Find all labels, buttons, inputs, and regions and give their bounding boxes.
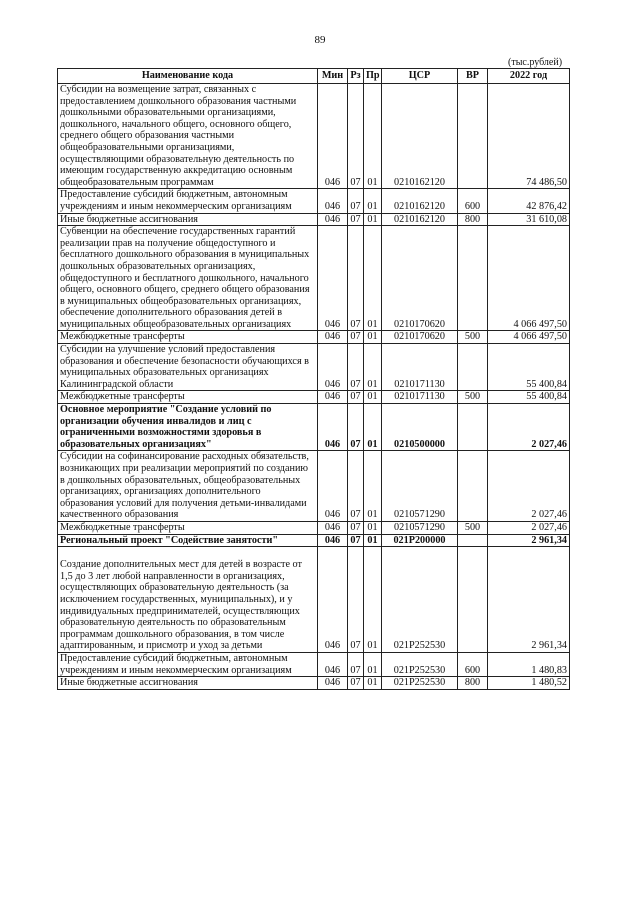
cell-rz: 07 <box>348 391 364 404</box>
cell-pr: 01 <box>364 652 382 676</box>
cell-rz: 07 <box>348 189 364 213</box>
col-header-pr: Пр <box>364 69 382 84</box>
cell-name: Субсидии на возмещение затрат, связанных с предоставлением дошкольного образования частными дошкольными образовательными организациями, дошкольного, начального общего, основного общего, среднего общего образования частными общеобразовательными организациями, осуществляющими образовательную деятельность по имеющим государственную аккредитацию основным общеобразовательным программам <box>58 84 318 189</box>
table-body <box>58 84 570 690</box>
cell-vr <box>458 547 488 653</box>
cell-vr: 500 <box>458 521 488 534</box>
table-row <box>58 521 570 534</box>
cell-pr: 01 <box>364 213 382 226</box>
cell-rz: 07 <box>348 344 364 391</box>
cell-amount: 2 027,46 <box>488 451 570 522</box>
cell-amount: 1 480,83 <box>488 652 570 676</box>
cell-name: Субсидии на софинансирование расходных обязательств, возникающих при реализации мероприятий по созданию в дошкольных образовательных, общеобразовательных организациях, организациях дополнительного образования условий для получения детьми-инвалидами качественного образования <box>58 451 318 522</box>
cell-vr <box>458 84 488 189</box>
units-label: (тыс.рублей) <box>508 57 563 68</box>
cell-min: 046 <box>318 547 348 653</box>
cell-csr: 0210571290 <box>382 451 458 522</box>
cell-csr: 0210500000 <box>382 404 458 451</box>
cell-pr: 01 <box>364 344 382 391</box>
table-row <box>58 451 570 522</box>
cell-name: Межбюджетные трансферты <box>58 391 318 404</box>
cell-name: Субвенции на обеспечение государственных гарантий реализации прав на получение общедоступного и бесплатного дошкольного образования в муниципальных дошкольных образовательных организациях, общедоступного и бесплатного дошкольного, начального общего, основного общего, среднего общего образования в муниципальных общеобразовательных организациях, обеспечение дополнительного образования детей в муниципальных общеобразовательных организациях <box>58 226 318 331</box>
cell-name: Иные бюджетные ассигнования <box>58 677 318 690</box>
cell-amount: 2 961,34 <box>488 534 570 547</box>
cell-csr: 0210162120 <box>382 213 458 226</box>
cell-amount: 74 486,50 <box>488 84 570 189</box>
cell-csr: 021P252530 <box>382 652 458 676</box>
table-row <box>58 84 570 189</box>
cell-csr: 0210162120 <box>382 84 458 189</box>
cell-csr: 021P200000 <box>382 534 458 547</box>
cell-name: Предоставление субсидий бюджетным, автономным учреждениям и иным некоммерческим организациям <box>58 189 318 213</box>
cell-vr <box>458 451 488 522</box>
table-row <box>58 677 570 690</box>
cell-pr: 01 <box>364 404 382 451</box>
table-row <box>58 652 570 676</box>
cell-min: 046 <box>318 331 348 344</box>
cell-min: 046 <box>318 521 348 534</box>
table-row <box>58 391 570 404</box>
col-header-min: Мин <box>318 69 348 84</box>
cell-amount: 2 961,34 <box>488 547 570 653</box>
cell-rz: 07 <box>348 547 364 653</box>
cell-amount: 2 027,46 <box>488 404 570 451</box>
cell-min: 046 <box>318 677 348 690</box>
cell-rz: 07 <box>348 677 364 690</box>
cell-rz: 07 <box>348 534 364 547</box>
col-header-rz: Рз <box>348 69 364 84</box>
cell-min: 046 <box>318 652 348 676</box>
cell-rz: 07 <box>348 404 364 451</box>
budget-table <box>57 68 570 690</box>
cell-rz: 07 <box>348 652 364 676</box>
cell-pr: 01 <box>364 189 382 213</box>
cell-vr: 600 <box>458 189 488 213</box>
cell-name: Предоставление субсидий бюджетным, автономным учреждениям и иным некоммерческим организациям <box>58 652 318 676</box>
cell-min: 046 <box>318 391 348 404</box>
cell-pr: 01 <box>364 677 382 690</box>
cell-csr: 021P252530 <box>382 547 458 653</box>
table-row <box>58 331 570 344</box>
cell-name: Региональный проект "Содействие занятости" <box>58 534 318 547</box>
cell-csr: 0210171130 <box>382 391 458 404</box>
cell-rz: 07 <box>348 331 364 344</box>
table-row <box>58 226 570 331</box>
cell-amount: 55 400,84 <box>488 344 570 391</box>
cell-pr: 01 <box>364 521 382 534</box>
col-header-year: 2022 год <box>488 69 570 84</box>
table-row <box>58 189 570 213</box>
cell-name: Создание дополнительных мест для детей в возрасте от 1,5 до 3 лет любой направленности в организациях, осуществляющих образовательную деятельность (за исключением государственных, муниципальных), и у индивидуальных предпринимателей, осуществляющих образовательную деятельность по образовательным программам дошкольного образования, в том числе адаптированным, и присмотр и уход за детьми <box>58 547 318 653</box>
cell-vr <box>458 226 488 331</box>
cell-min: 046 <box>318 226 348 331</box>
cell-pr: 01 <box>364 226 382 331</box>
cell-amount: 31 610,08 <box>488 213 570 226</box>
cell-pr: 01 <box>364 451 382 522</box>
cell-pr: 01 <box>364 534 382 547</box>
cell-rz: 07 <box>348 84 364 189</box>
cell-amount: 42 876,42 <box>488 189 570 213</box>
cell-name: Основное мероприятие "Создание условий по организации обучения инвалидов и лиц с ограниченными возможностями здоровья в образовательных организациях" <box>58 404 318 451</box>
cell-name: Межбюджетные трансферты <box>58 331 318 344</box>
table-row <box>58 404 570 451</box>
col-header-csr: ЦСР <box>382 69 458 84</box>
col-header-name: Наименование кода <box>58 69 318 84</box>
table-row <box>58 547 570 653</box>
cell-pr: 01 <box>364 331 382 344</box>
cell-min: 046 <box>318 534 348 547</box>
cell-min: 046 <box>318 404 348 451</box>
cell-min: 046 <box>318 213 348 226</box>
cell-vr: 600 <box>458 652 488 676</box>
cell-pr: 01 <box>364 391 382 404</box>
cell-vr: 500 <box>458 331 488 344</box>
cell-vr <box>458 404 488 451</box>
table-header-row <box>58 69 570 84</box>
page-number: 89 <box>314 34 326 46</box>
cell-vr <box>458 534 488 547</box>
cell-vr: 800 <box>458 677 488 690</box>
cell-min: 046 <box>318 84 348 189</box>
cell-rz: 07 <box>348 226 364 331</box>
cell-amount: 2 027,46 <box>488 521 570 534</box>
cell-pr: 01 <box>364 84 382 189</box>
cell-csr: 0210162120 <box>382 189 458 213</box>
cell-csr: 0210170620 <box>382 226 458 331</box>
cell-amount: 4 066 497,50 <box>488 331 570 344</box>
col-header-vr: ВР <box>458 69 488 84</box>
cell-vr: 800 <box>458 213 488 226</box>
cell-name: Межбюджетные трансферты <box>58 521 318 534</box>
cell-csr: 0210171130 <box>382 344 458 391</box>
cell-rz: 07 <box>348 451 364 522</box>
cell-pr: 01 <box>364 547 382 653</box>
cell-csr: 0210571290 <box>382 521 458 534</box>
cell-vr: 500 <box>458 391 488 404</box>
cell-min: 046 <box>318 451 348 522</box>
cell-amount: 55 400,84 <box>488 391 570 404</box>
cell-min: 046 <box>318 189 348 213</box>
cell-csr: 0210170620 <box>382 331 458 344</box>
cell-rz: 07 <box>348 521 364 534</box>
cell-amount: 4 066 497,50 <box>488 226 570 331</box>
cell-name: Субсидии на улучшение условий предоставления образования и обеспечение безопасности обучающихся в муниципальных образовательных организациях Калининградской области <box>58 344 318 391</box>
table-row <box>58 344 570 391</box>
cell-amount: 1 480,52 <box>488 677 570 690</box>
cell-csr: 021P252530 <box>382 677 458 690</box>
cell-min: 046 <box>318 344 348 391</box>
cell-name: Иные бюджетные ассигнования <box>58 213 318 226</box>
cell-rz: 07 <box>348 213 364 226</box>
cell-vr <box>458 344 488 391</box>
table-row <box>58 534 570 547</box>
table-row <box>58 213 570 226</box>
